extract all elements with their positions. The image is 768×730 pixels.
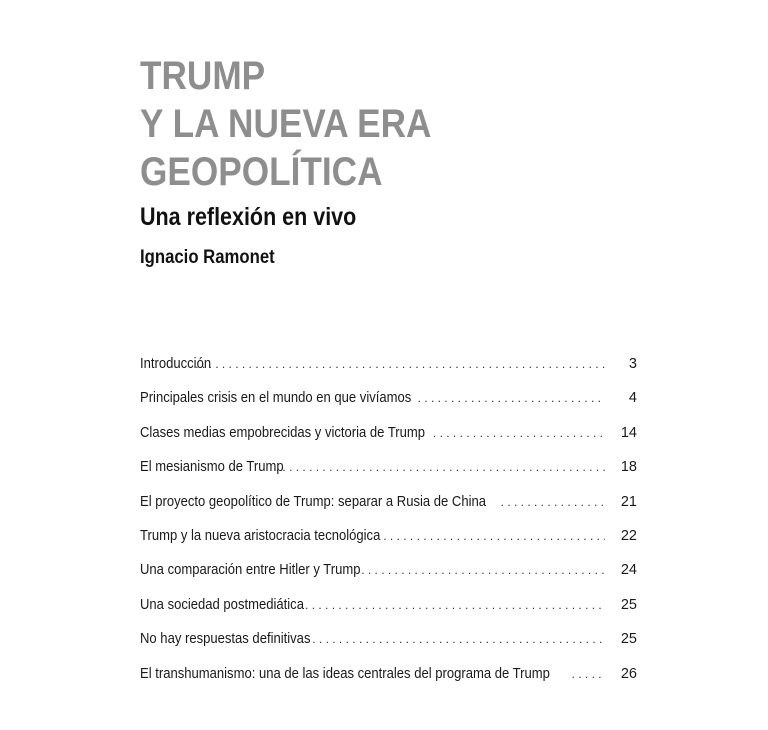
book-title-line-2: Y LA NUEVA ERA: [140, 102, 432, 146]
toc-dot-leader: [572, 667, 605, 681]
title-block: [140, 52, 640, 270]
toc-entry-page: 21: [620, 493, 637, 510]
toc-entry-title: No hay respuestas definitivas: [140, 631, 311, 648]
toc-dot-leader: [501, 495, 605, 509]
toc-entry-page: 3: [628, 356, 637, 372]
toc-dot-leader: [298, 598, 605, 612]
toc-entry: [140, 528, 637, 562]
toc-dot-leader: [276, 460, 605, 474]
toc-entry: [140, 459, 637, 493]
book-title-line-3: GEOPOLÍTICA: [140, 150, 383, 194]
toc-entry-title: El proyecto geopolítico de Trump: separar a Rusia de China: [140, 493, 487, 510]
toc-entry-page: 18: [620, 459, 637, 476]
toc-dot-leader: [433, 426, 605, 440]
toc-entry-page: 25: [620, 596, 637, 613]
toc-dot-leader: [418, 391, 605, 405]
toc-entry-title: Una sociedad postmediática: [140, 596, 304, 613]
toc-dot-leader: [383, 529, 605, 543]
toc-dot-leader: [361, 563, 605, 577]
book-author: Ignacio Ramonet: [140, 247, 275, 268]
toc-entry: [140, 494, 637, 528]
toc-entry-title: El transhumanismo: una de las ideas centrales del programa de Trump: [140, 665, 550, 682]
table-of-contents: [140, 356, 637, 700]
toc-entry-page: 22: [620, 527, 637, 544]
toc-entry-title: Trump y la nueva aristocracia tecnológica: [140, 527, 381, 544]
toc-entry: [140, 356, 637, 390]
toc-entry-page: 24: [620, 562, 637, 579]
toc-entry: [140, 597, 637, 631]
toc-entry-title: Una comparación entre Hitler y Trump: [140, 562, 361, 579]
toc-entry: [140, 425, 637, 459]
book-title-line-1: TRUMP: [140, 54, 266, 98]
toc-entry-page: 26: [620, 665, 637, 682]
toc-entry-title: Clases medias empobrecidas y victoria de Trump: [140, 424, 426, 441]
toc-entry: [140, 666, 637, 700]
toc-entry: [140, 631, 637, 665]
toc-entry-page: 4: [628, 390, 637, 407]
book-subtitle: Una reflexión en vivo: [140, 203, 357, 231]
toc-entry: [140, 390, 637, 424]
toc-entry: [140, 562, 637, 596]
toc-entry-title: Introducción: [140, 356, 212, 372]
toc-entry-title: El mesianismo de Trump: [140, 459, 284, 476]
toc-entry-title: Principales crisis en el mundo en que vivíamos: [140, 390, 412, 407]
toc-dot-leader: [195, 357, 605, 371]
toc-dot-leader: [306, 632, 605, 646]
toc-entry-page: 14: [620, 424, 637, 441]
toc-entry-page: 25: [620, 631, 637, 648]
book-title: [140, 52, 580, 196]
